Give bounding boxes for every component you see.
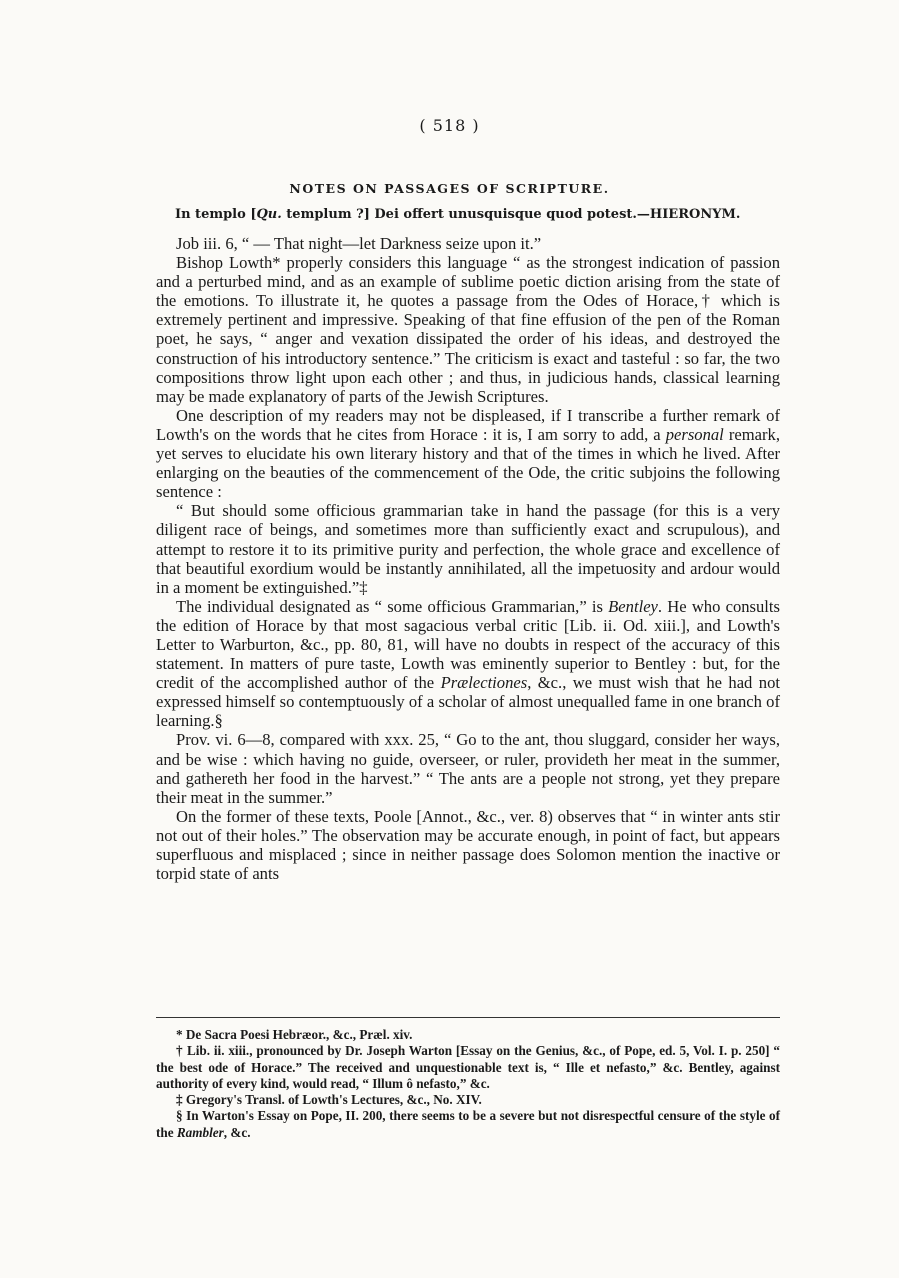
body-text: [156, 234, 780, 883]
section-title: NOTES ON PASSAGES OF SCRIPTURE.: [289, 181, 610, 196]
paragraph-description: [156, 406, 780, 501]
footnote-4-b: , &c.: [223, 1124, 251, 1140]
emphasis-personal: personal: [665, 424, 724, 444]
footnote-2: † Lib. ii. xiii., pronounced by Dr. Joseph Warton [Essay on the Genius, &c., of Pope, ed. 5, Vol. I. p. 250] “ the best ode of Horace.” The received and unquestionable text is, “ Ille et nefasto,” &c. Bentley, against authority of every kind, would read, “ Illum ô nefasto,” &c.: [156, 1043, 780, 1091]
emphasis-rambler: Rambler: [176, 1124, 224, 1140]
paragraph-bentley-a: The individual designated as “ some officious Grammarian,” is: [176, 596, 609, 616]
paragraph-quotation: “ But should some officious grammarian take in hand the passage (for this is a very diligent race of beings, and sometimes more than sufficiently exact and scrupulous), and attempt to restore it to its primitive purity and perfection, the whole grace and excellence of that beautiful exordium would be instantly annihilated, all the impetuosity and ardour would in a moment be extinguished.”‡: [156, 501, 780, 597]
paragraph-lowth: Bishop Lowth* properly considers this language “ as the strongest indication of passion and a perturbed mind, and as an example of sublime poetic diction arising from the state of the emotions. To illustrate it, he quotes a passage from the Odes of Horace,† which is extremely pertinent and impressive. Speaking of that fine effusion of the pen of the Roman poet, he says, “ anger and vexation dissipated the order of his ideas, and destroyed the construction of his introductory sentence.” The criticism is exact and tasteful : so far, the two compositions throw light upon each other ; and thus, in judicious hands, classical learning may be made explanatory of parts of the Jewish Scriptures.: [156, 253, 780, 406]
paragraph-description-b: remark, yet serves to elucidate his own literary history and that of the times in which he lived. After enlarging on the beauties of the commencement of the Ode, the critic subjoins the following sentence :: [156, 424, 780, 502]
emphasis-praelectiones: Prælectiones: [440, 673, 528, 693]
epigraph-text-end: templum ?] Dei offert unusquisque quod potest.—HIERONYM.: [281, 207, 741, 222]
footnote-1: * De Sacra Poesi Hebræor., &c., Præl. xiv.: [176, 1027, 413, 1042]
footnotes: [156, 1027, 780, 1141]
paragraph-bentley-c: , &c., we must wish that he had not expressed himself so contemptuously of a scholar of almost unequalled fame in one branch of learning.§: [156, 673, 780, 731]
footnote-3: ‡ Gregory's Transl. of Lowth's Lectures, &c., No. XIV.: [176, 1092, 482, 1108]
paragraph-poole: On the former of these texts, Poole [Annot., &c., ver. 8) observes that “ in winter ants stir not out of their holes.” The observation may be accurate enough, in point of fact, but appears superfluous and misplaced ; since in neither passage does Solomon mention the inactive or torpid state of ants: [156, 806, 780, 884]
paragraph-job: Job iii. 6, “ — That night—let Darkness seize upon it.”: [176, 234, 542, 253]
footnote-rule: [156, 1017, 780, 1018]
paragraph-bentley-b: . He who consults the edition of Horace by that most sagacious verbal critic [Lib. ii. Od. xiii.], and Lowth's Letter to Warburton, &c., pp. 80, 81, will have no doubts in respect of the accuracy of this statement. In matters of pure taste, Lowth was eminently superior to Bentley : but, for the credit of the accomplished author of the: [156, 596, 780, 693]
paragraph-proverbs: Prov. vi. 6—8, compared with xxx. 25, “ Go to the ant, thou sluggard, consider her ways, and be wise : which having no guide, overseer, or ruler, provideth her meat in the summer, and gathereth her food in the harvest.” “ The ants are a people not strong, yet they prepare their meat in the summer.”: [156, 730, 780, 807]
epigraph-text-start: In templo [: [175, 207, 257, 222]
footnote-4-a: § In Warton's Essay on Pope, II. 200, there seems to be a severe but not disrespectful censure of the style of the: [156, 1108, 780, 1140]
emphasis-bentley: Bentley: [608, 596, 658, 616]
paragraph-description-a: One description of my readers may not be displeased, if I transcribe a further remark of Lowth's on the words that he cites from Horace : it is, I am sorry to add, a: [156, 405, 780, 444]
epigraph: [175, 207, 795, 222]
paragraph-bentley: [156, 597, 780, 731]
footnote-4: [156, 1108, 780, 1141]
page-number: ( 518 ): [419, 116, 480, 135]
epigraph-query: Qu.: [256, 207, 282, 222]
